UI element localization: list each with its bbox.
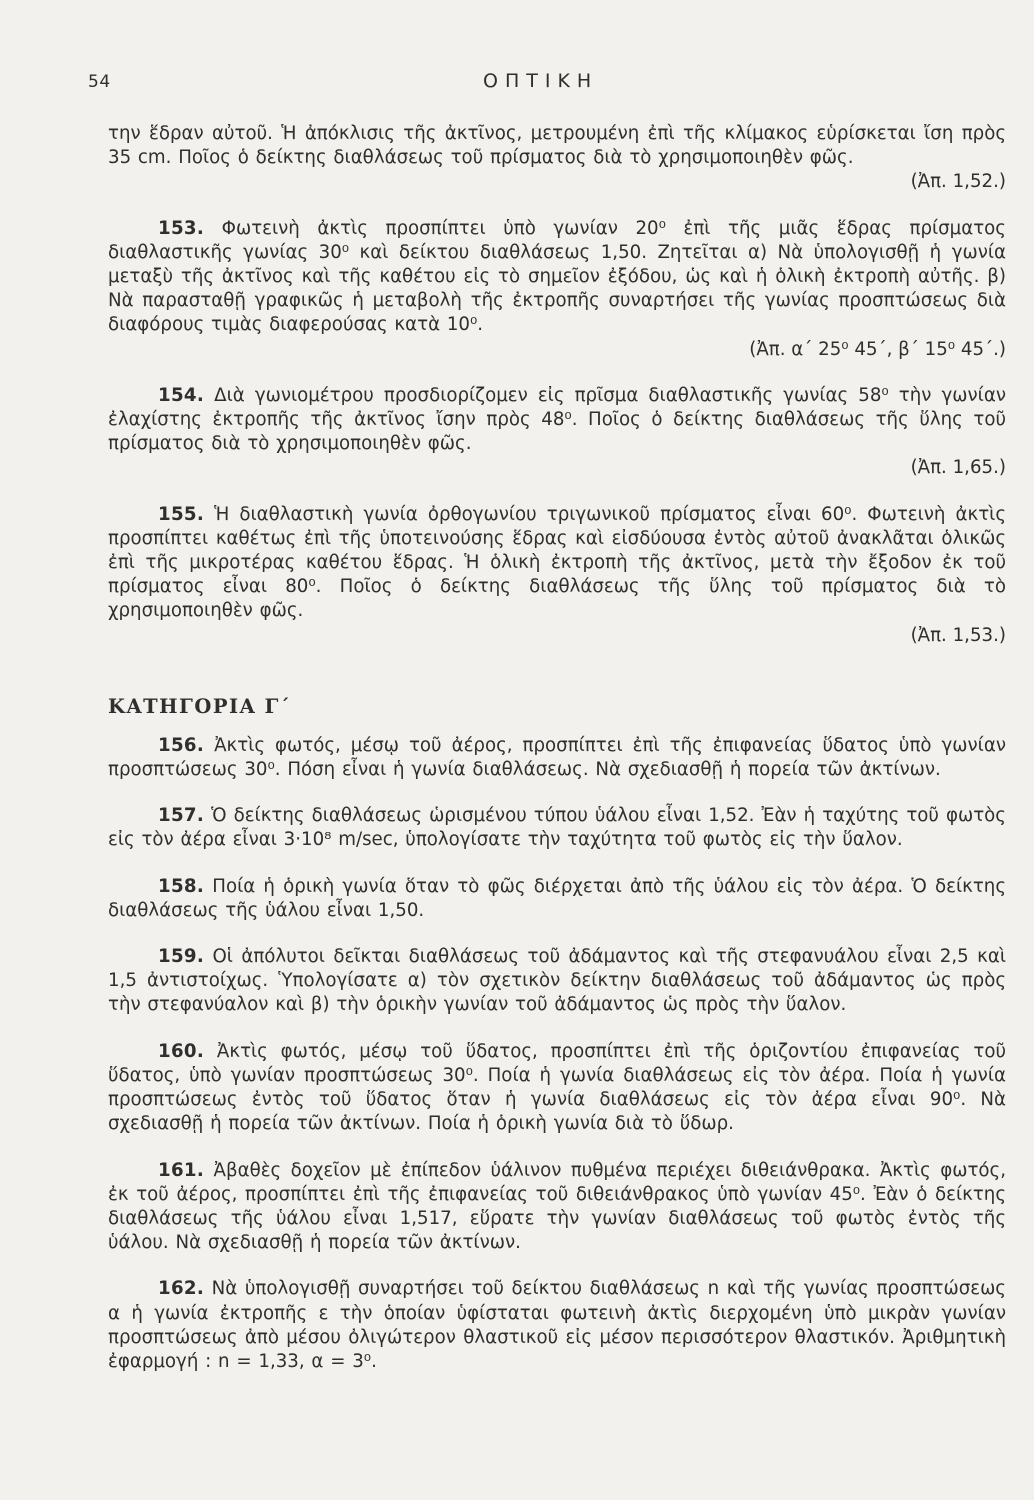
page-header bbox=[88, 70, 1006, 102]
problem-153 bbox=[108, 217, 1006, 362]
problem-number: 159. bbox=[158, 946, 205, 968]
problem-text: Νὰ ὑπολογισθῇ συναρτήσει τοῦ δείκτου διαθλάσεως n καὶ τῆς γωνίας προσπτώσεως α ἡ γωνία ἐκτροπῆς ε τὴν ὁποίαν ὑφίσταται φωτεινὴ ἀκτὶς διερχομένη ὑπὸ μικρὰν γωνίαν προσπτώσεως ἀπὸ μέσου ὀλιγώτερον θλαστικοῦ εἰς μέσον περισσότερον θλαστικόν. Ἀριθμητικὴ ἐφαρμογή : n = 1,33, α = 3⁰. bbox=[108, 1278, 1006, 1372]
problem-number: 155. bbox=[158, 503, 205, 525]
running-title: ΟΠΤΙΚΗ bbox=[483, 70, 599, 92]
problem-paragraph bbox=[108, 804, 1006, 852]
problem-paragraph bbox=[108, 875, 1006, 923]
problem-paragraph bbox=[108, 734, 1006, 782]
problem-text: Οἱ ἀπόλυτοι δεῖκται διαθλάσεως τοῦ ἀδάμαντος καὶ τῆς στεφανυάλου εἶναι 2,5 καὶ 1,5 ἀντιστοίχως. Ὑπολογίσατε α) τὸν σχετικὸν δείκτην διαθλάσεως τοῦ ἀδάμαντος ὡς πρὸς τὴν στεφανύαλον καὶ β) τὴν ὁρικὴν γωνίαν τοῦ ἀδάμαντος ὡς πρὸς τὴν ὕαλον. bbox=[108, 946, 1006, 1016]
problem-number: 161. bbox=[158, 1159, 205, 1181]
continuation-paragraph: την ἕδραν αὐτοῦ. Ἡ ἀπόκλισις τῆς ἀκτῖνος, μετρουμένη ἐπὶ τῆς κλίμακος εὑρίσκεται ἴση πρὸς 35 cm. Ποῖος ὁ δείκτης διαθλάσεως τοῦ πρίσματος διὰ τὸ χρησιμοποιηθὲν φῶς. bbox=[108, 123, 1006, 169]
problem-number: 157. bbox=[158, 805, 205, 827]
problem-text: Ἀκτὶς φωτός, μέσῳ τοῦ ἀέρος, προσπίπτει ἐπὶ τῆς ἐπιφανείας ὕδατος ὑπὸ γωνίαν προσπτώσεως 30⁰. Πόση εἶναι ἡ γωνία διαθλάσεως. Νὰ σχεδιασθῇ ἡ πορεία τῶν ἀκτίνων. bbox=[108, 734, 1006, 781]
problem-number: 160. bbox=[158, 1040, 205, 1062]
problem-number: 156. bbox=[158, 734, 205, 756]
problem-paragraph bbox=[108, 1159, 1006, 1256]
problem-paragraph bbox=[108, 503, 1006, 624]
problem-paragraph bbox=[108, 945, 1006, 1018]
problem-157 bbox=[108, 804, 1006, 852]
problem-text: Διὰ γωνιομέτρου προσδιορίζομεν εἰς πρῖσμα διαθλαστικῆς γωνίας 58⁰ τὴν γωνίαν ἐλαχίστης ἐκτροπῆς τῆς ἀκτῖνος ἴσην πρὸς 48⁰. Ποῖος ὁ δείκτης διαθλάσεως τῆς ὕλης τοῦ πρίσματος διὰ τὸ χρησιμοποιηθὲν φῶς. bbox=[108, 384, 1006, 455]
problem-text: Ὁ δείκτης διαθλάσεως ὡρισμένου τύπου ὑάλου εἶναι 1,52. Ἐὰν ἡ ταχύτης τοῦ φωτὸς εἰς τὸν ἀέρα εἶναι 3·10⁸ m/sec, ὑπολογίσατε τὴν ταχύτητα τοῦ φωτὸς εἰς τὴν ὕαλον. bbox=[108, 805, 1006, 851]
problem-161 bbox=[108, 1159, 1006, 1256]
problem-text: Ἀβαθὲς δοχεῖον μὲ ἐπίπεδον ὑάλινον πυθμένα περιέχει διθειάνθρακα. Ἀκτὶς φωτός, ἐκ τοῦ ἀέρος, προσπίπτει ἐπὶ τῆς ἐπιφανείας τοῦ διθειάνθρακος ὑπὸ γωνίαν 45⁰. Ἐὰν ὁ δείκτης διαθλάσεως τῆς ὑάλου εἶναι 1,517, εὕρατε τὴν γωνίαν διαθλάσεως τοῦ φωτὸς ἐντὸς τῆς ὑάλου. Νὰ σχεδιασθῇ ἡ πορεία τῶν ἀκτίνων. bbox=[108, 1159, 1006, 1254]
page-content bbox=[108, 122, 1006, 1374]
problem-answer: (Ἀπ. 1,65.) bbox=[910, 457, 1006, 479]
problem-155 bbox=[108, 503, 1006, 648]
problem-158 bbox=[108, 875, 1006, 923]
problem-answer: (Ἀπ. 1,53.) bbox=[910, 624, 1006, 646]
problem-160 bbox=[108, 1040, 1006, 1137]
page-number: 54 bbox=[88, 72, 111, 92]
problem-paragraph bbox=[108, 1040, 1006, 1137]
problem-text: Ποία ἡ ὁρικὴ γωνία ὅταν τὸ φῶς διέρχεται ἀπὸ τῆς ὑάλου εἰς τὸν ἀέρα. Ὁ δείκτης διαθλάσεως τῆς ὑάλου εἶναι 1,50. bbox=[108, 875, 1006, 921]
problem-number: 162. bbox=[158, 1278, 205, 1300]
continuation-answer: (Ἀπ. 1,52.) bbox=[910, 171, 1006, 193]
problem-154 bbox=[108, 384, 1006, 481]
problem-paragraph bbox=[108, 217, 1006, 338]
problem-number: 153. bbox=[158, 217, 205, 239]
section-heading: ΚΑΤΗΓΟΡΙΑ Γ΄ bbox=[108, 694, 292, 718]
problem-answer: (Ἀπ. α΄ 25⁰ 45΄, β΄ 15⁰ 45΄.) bbox=[749, 338, 1006, 360]
problem-paragraph bbox=[108, 384, 1006, 457]
problem-text: Ἡ διαθλαστικὴ γωνία ὀρθογωνίου τριγωνικοῦ πρίσματος εἶναι 60⁰. Φωτεινὴ ἀκτὶς προσπίπτει καθέτως ἐπὶ τῆς ὑποτεινούσης ἕδρας καὶ εἰσδύουσα ἐντὸς αὐτοῦ ἀνακλᾶται ὁλικῶς ἐπὶ τῆς μικροτέρας καθέτου ἕδρας. Ἡ ὁλικὴ ἐκτροπὴ τῆς ἀκτῖνος, μετὰ τὴν ἔξοδον ἐκ τοῦ πρίσματος εἶναι 80⁰. Ποῖος ὁ δείκτης διαθλάσεως τῆς ὕλης τοῦ πρίσματος διὰ τὸ χρησιμοποιηθὲν φῶς. bbox=[108, 503, 1006, 622]
problem-number: 154. bbox=[158, 384, 205, 406]
problem-paragraph bbox=[108, 1277, 1006, 1374]
problem-156 bbox=[108, 734, 1006, 782]
problem-162 bbox=[108, 1277, 1006, 1374]
problem-159 bbox=[108, 945, 1006, 1018]
problem-text: Φωτεινὴ ἀκτὶς προσπίπτει ὑπὸ γωνίαν 20⁰ ἐπὶ τῆς μιᾶς ἕδρας πρίσματος διαθλαστικῆς γωνίας 30⁰ καὶ δείκτου διαθλάσεως 1,50. Ζητεῖται α) Νὰ ὑπολογισθῇ ἡ γωνία μεταξὺ τῆς ἀκτῖνος καὶ τῆς καθέτου εἰς τὸ σημεῖον ἐξόδου, ὡς καὶ ἡ ὁλικὴ ἐκτροπὴ αὐτῆς. β) Νὰ παρασταθῇ γραφικῶς ἡ μεταβολὴ τῆς ἐκτροπῆς συναρτήσει τῆς γωνίας προσπτώσεως διὰ διαφόρους τιμὰς διαφερούσας κατὰ 10⁰. bbox=[108, 217, 1006, 336]
problem-text: Ἀκτὶς φωτός, μέσῳ τοῦ ὕδατος, προσπίπτει ἐπὶ τῆς ὁριζοντίου ἐπιφανείας τοῦ ὕδατος, ὑπὸ γωνίαν προσπτώσεως 30⁰. Ποία ἡ γωνία διαθλάσεως εἰς τὸν ἀέρα. Ποία ἡ γωνία προσπτώσεως ἐντὸς τοῦ ὕδατος ὅταν ἡ γωνία διαθλάσεως εἰς τὸν ἀέρα εἶναι 90⁰. Νὰ σχεδιασθῇ ἡ πορεία τῶν ἀκτίνων. Ποία ἡ ὁρικὴ γωνία διὰ τὸ ὕδωρ. bbox=[108, 1040, 1006, 1135]
problem-number: 158. bbox=[158, 875, 205, 897]
